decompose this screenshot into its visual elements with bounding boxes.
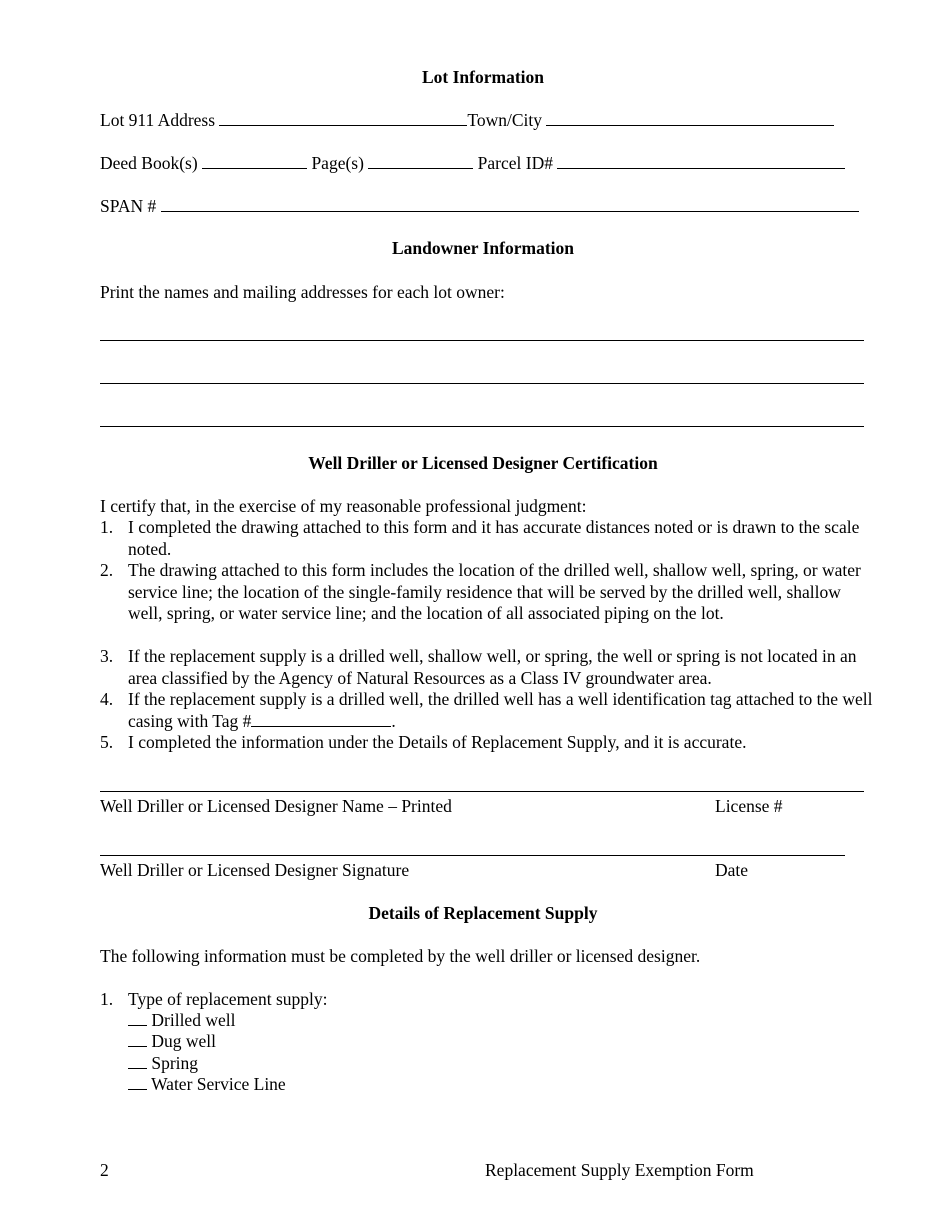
water-service-line-checkbox[interactable] bbox=[128, 1075, 147, 1090]
option-drilled-well bbox=[128, 1010, 235, 1031]
cert-item-3-number: 3. bbox=[100, 646, 114, 666]
cert-item-1-number: 1. bbox=[100, 517, 114, 537]
lot-address-row bbox=[100, 110, 834, 131]
date-label: Date bbox=[715, 860, 749, 880]
certification-intro: I certify that, in the exercise of my reasonable professional judgment: bbox=[100, 496, 587, 516]
license-label: License # bbox=[715, 796, 783, 816]
landowner-information-heading: Landowner Information bbox=[392, 238, 574, 258]
cert-item-4 bbox=[128, 689, 873, 732]
certification-heading: Well Driller or Licensed Designer Certification bbox=[308, 453, 658, 473]
cert-item-5-text: I completed the information under the Details of Replacement Supply, and it is accurate. bbox=[128, 732, 747, 752]
parcel-id-field[interactable] bbox=[557, 154, 845, 169]
cert-item-4-text: If the replacement supply is a drilled well, the drilled well has a well identification tag attached to the well casing with Tag # bbox=[128, 689, 873, 731]
option-dug-well-label: Dug well bbox=[151, 1031, 217, 1051]
cert-item-5-number: 5. bbox=[100, 732, 114, 752]
span-field[interactable] bbox=[161, 197, 859, 212]
designer-name-label: Well Driller or Licensed Designer Name – Printed bbox=[100, 796, 452, 816]
designer-signature-label: Well Driller or Licensed Designer Signature bbox=[100, 860, 410, 880]
page-field[interactable] bbox=[368, 154, 473, 169]
details-q1-label: Type of replacement supply: bbox=[128, 989, 328, 1009]
span-label: SPAN # bbox=[100, 196, 157, 216]
option-drilled-well-label: Drilled well bbox=[151, 1010, 236, 1030]
dug-well-checkbox[interactable] bbox=[128, 1032, 147, 1047]
town-city-field[interactable] bbox=[546, 111, 834, 126]
page-number: 2 bbox=[100, 1160, 109, 1180]
details-q1-number: 1. bbox=[100, 989, 114, 1009]
lot-address-label: Lot 911 Address bbox=[100, 110, 216, 130]
parcel-id-label: Parcel ID# bbox=[477, 153, 553, 173]
landowner-line-3[interactable] bbox=[100, 426, 864, 427]
designer-signature-line[interactable] bbox=[100, 855, 845, 856]
option-water-service-line bbox=[128, 1074, 286, 1095]
option-spring bbox=[128, 1053, 198, 1074]
details-instruction: The following information must be completed by the well driller or licensed designer. bbox=[100, 946, 701, 966]
option-spring-label: Spring bbox=[151, 1053, 199, 1073]
drilled-well-checkbox[interactable] bbox=[128, 1011, 147, 1026]
cert-item-2-number: 2. bbox=[100, 560, 114, 580]
landowner-line-2[interactable] bbox=[100, 383, 864, 384]
deed-book-label: Deed Book(s) bbox=[100, 153, 198, 173]
page-label: Page(s) bbox=[311, 153, 364, 173]
span-row bbox=[100, 196, 859, 217]
details-heading: Details of Replacement Supply bbox=[368, 903, 598, 923]
tag-number-field[interactable] bbox=[251, 712, 391, 727]
cert-item-1-text: I completed the drawing attached to this form and it has accurate distances noted or is drawn to the scale noted. bbox=[128, 517, 860, 559]
spring-checkbox[interactable] bbox=[128, 1054, 147, 1069]
lot-information-heading: Lot Information bbox=[421, 67, 544, 87]
deed-row bbox=[100, 153, 845, 174]
cert-item-4-suffix: . bbox=[391, 710, 396, 731]
town-city-label: Town/City bbox=[467, 110, 543, 130]
landowner-line-1[interactable] bbox=[100, 340, 864, 341]
cert-item-2-text: The drawing attached to this form includes the location of the drilled well, shallow well, spring, or water service line; the location of the single-family residence that will be served by the drilled well, shallow well, spring, or water service line; and the location of all associated piping on the lot. bbox=[128, 560, 861, 623]
cert-item-3-text: If the replacement supply is a drilled well, shallow well, or spring, the well or spring is not located in an area classified by the Agency of Natural Resources as a Class IV groundwater area. bbox=[128, 646, 857, 688]
option-dug-well bbox=[128, 1031, 216, 1052]
lot-address-field[interactable] bbox=[219, 111, 467, 126]
landowner-instruction: Print the names and mailing addresses for each lot owner: bbox=[100, 282, 505, 302]
cert-item-4-number: 4. bbox=[100, 689, 114, 709]
footer-form-title: Replacement Supply Exemption Form bbox=[485, 1160, 754, 1180]
deed-book-field[interactable] bbox=[202, 154, 307, 169]
option-water-service-line-label: Water Service Line bbox=[151, 1074, 286, 1094]
designer-name-line[interactable] bbox=[100, 791, 864, 792]
